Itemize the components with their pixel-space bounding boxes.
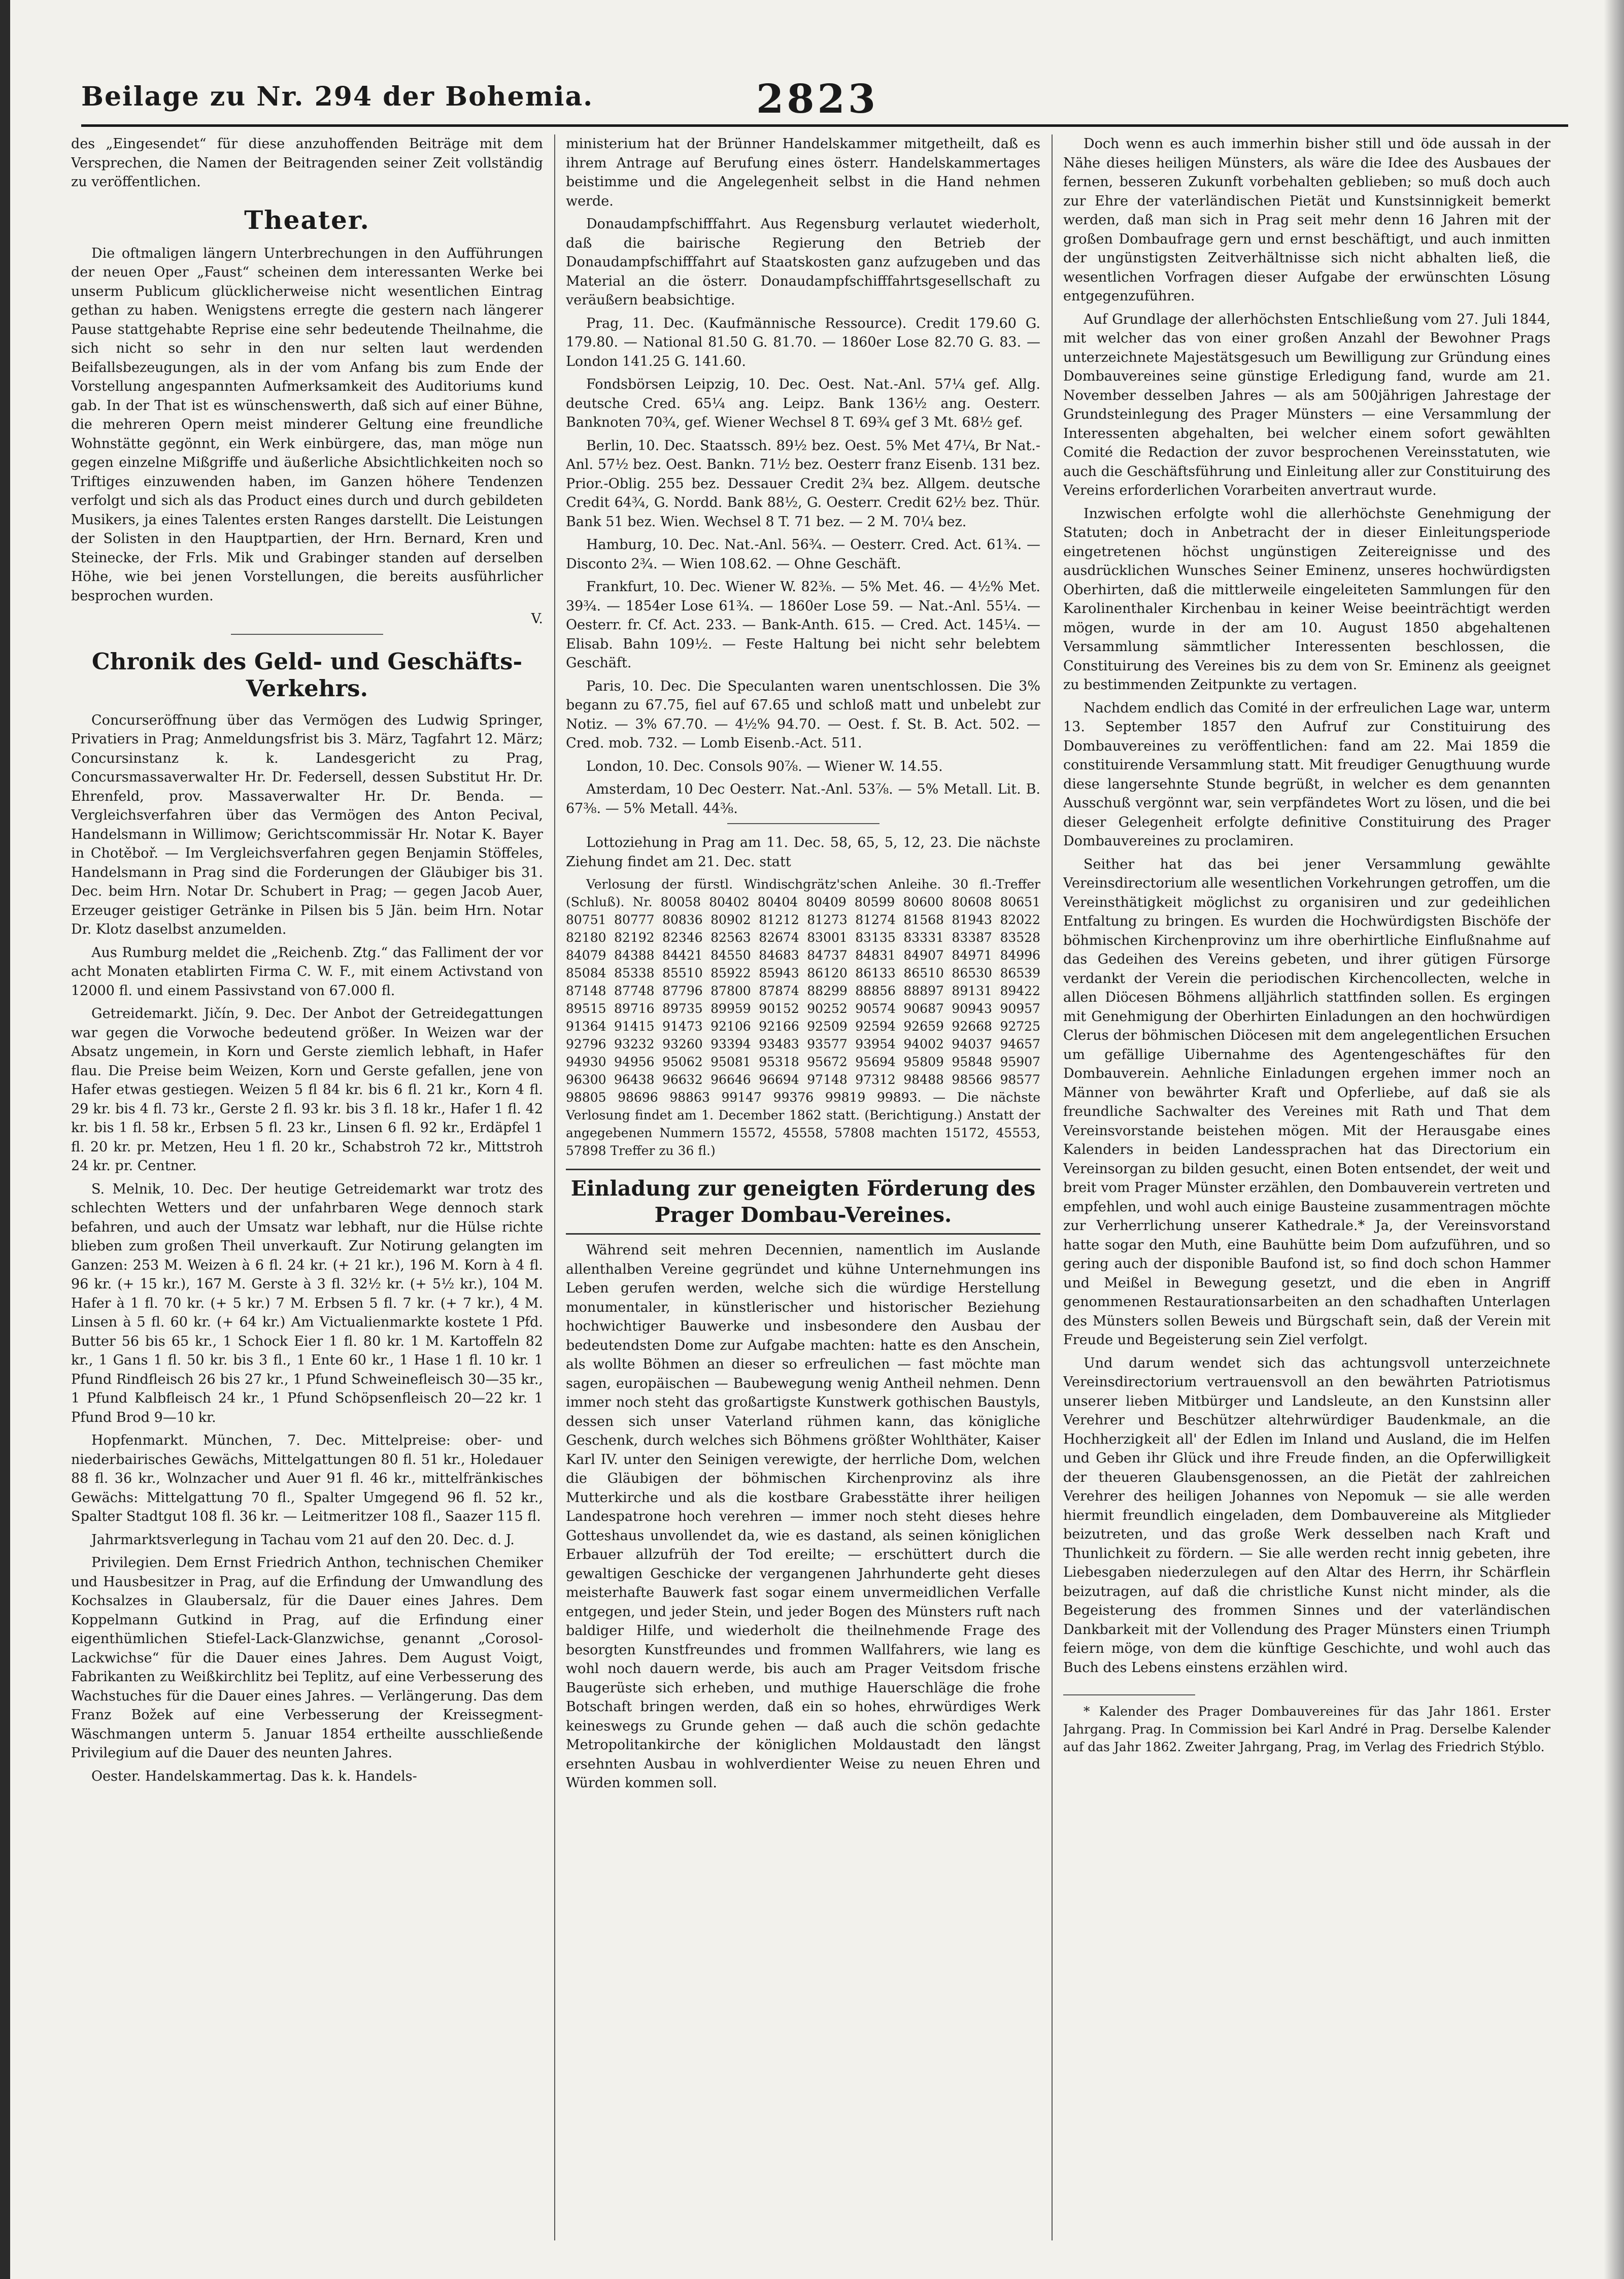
footnote: * Kalender des Prager Dombauvereines für das Jahr 1861. Erster Jahrgang. Prag. In Commission bei Karl André in Prag. Derselbe Kalender auf das Jahr 1862. Zweiter Jahrgang, Prag, im Verlag des Friedrich Stýblo.	[1063, 1704, 1550, 1754]
handelskammertag-end: ministerium hat der Brünner Handelskammer mitgetheilt, daß es ihrem Antrage auf Berufung eines österr. Handelskammertages beistimme und die Angelegenheit selbst in die Hand nehmen werde.	[566, 136, 1040, 209]
verlosung-list: Verlosung der fürstl. Windischgrätz'schen Anleihe. 30 fl.-Treffer (Schluß). Nr. 80058 80402 80404 80409 80599 80600 80608 80651 80751 80777 80836 80902 81212 81273 81274 81568 81943 82022 82180 82192 82346 82563 82674 83001 83135 83331 83387 83528 84079 84388 84421 84550 84683 84737 84831 84907 84971 84996 85084 85338 85510 85922 85943 86120 86133 86510 86530 86539 87148 87748 87796 87800 87874 88299 88856 88897 89131 89422 89515 89716 89735 89959 90152 90252 90574 90687 90943 90957 91364 91415 91473 92106 92166 92509 92594 92659 92668 92725 92796 93232 93260 93394 93483 93577 93954 94002 94037 94657 94930 94956 95062 95081 95318 95672 95694 95809 95848 95907 96300 96438 96632 96646 96694 97148 97312 98488 98566 98577 98805 98696 98863 99147 99376 99819 99893. — Die nächste Verlosung findet am 1. December 1862 statt. (Berichtigung.) Anstatt der angegebenen Nummern 15572, 45558, 57808 machten 15172, 45553, 57898 Treffer zu 36 fl.)	[566, 877, 1040, 1158]
page-header	[81, 76, 1568, 122]
jahrmarkt-notice: Jahrmarktsverlegung in Tachau vom 21 auf den 20. Dec. d. J.	[91, 1532, 515, 1548]
dombau-appeal-part5: Nachdem endlich das Comité in der erfreulichen Lage war, unterm 13. September 1857 den Aufruf zur Constituirung des Dombauvereines zu veröffentlichen: fand am 22. Mai 1859 die constituirende Versammlung statt. Mit freudiger Genugthuung wurde diese langersehnte Stunde begrüßt, in welcher es dem genannten Ausschuß vergönnt war, sein verpfändetes Wort zu lösen, und die bei dieser Gelegenheit erfolgte definitive Constituirung des Prager Dombauvereines zu proclamiren.	[1063, 700, 1550, 849]
dombau-appeal-part2: Doch wenn es auch immerhin bisher still und öde aussah in der Nähe dieses heiligen Münsters, als wäre die Idee des Ausbaues der fernen, besseren Zukunft vorbehalten geblieben; so muß doch auch zur Ehre der vaterländischen Pietät und Kunstsinnigkeit bemerkt werden, daß man sich in Prag seit mehr denn 16 Jahren mit der großen Dombaufrage gern und ernst beschäftigt, und auch inmitten der ungünstigsten Zeitverhältnisse sich nicht abhalten ließ, die wesentlichen Vorfragen dieser Aufgabe der erwünschten Lösung entgegenzuführen.	[1063, 136, 1550, 304]
boerse-london: London, 10. Dec. Consols 90⅞. — Wiener W. 14.55.	[586, 758, 943, 774]
boerse-paris: Paris, 10. Dec. Die Speculanten waren unentschlossen. Die 3% begann zu 67.75, fiel auf 67.65 und schloß matt und unbelebt zur Notiz. — 3% 67.70. — 4½% 94.70. — Oest. f. St. B. Act. 502. — Cred. mob. 732. — Lomb Eisenb.-Act. 511.	[566, 678, 1040, 751]
column-3	[1063, 134, 1550, 2240]
section-divider	[727, 823, 879, 824]
dombau-appeal-part1: Während seit mehren Decennien, namentlich im Auslande allenthalben Vereine gegründet und kühne Unternehmungen ins Leben gerufen werden, welche sich die würdige Herstellung monumentaler, in künstlerischer und historischer Beziehung hochwichtiger Bauwerke und insbesondere den Ausbau der bedeutendsten Dome zur Aufgabe machten: hatte es den Anschein, als wollte Böhmen an dieser so erfreulichen — fast möchte man sagen, europäischen — Baubewegung wenig Antheil nehmen. Denn immer noch steht das großartigste Kunstwerk gothischen Baustyls, dessen sich unser Vaterland rühmen kann, das königliche Geschenk, durch welches sich Böhmens größter Wohlthäter, Kaiser Karl IV. unter den Seinigen verewigte, der herrliche Dom, welchen die Gläubigen der böhmischen Kirchenprovinz als ihre Mutterkirche und als die kostbare Grabesstätte ihrer heiligen Landespatrone hoch verehren — immer noch steht dieses hehre Gotteshaus unvollendet da, wie es dastand, als seinen königlichen Erbauer allzufrüh der Tod ereilte; — erschüttert durch die gewaltigen Geschicke der vergangenen Jahrhunderte geht dieses meisterhafte Bauwerk fast sogar einem unvermeidlichen Verfalle entgegen, und jeder Stein, und jeder Bogen des Münsters ruft nach baldiger Hilfe, und wiederholt die theilnehmende Frage des besorgten Kunstfreundes und frommen Wallfahrers, wie lang es wohl noch dauern werde, bis auch am Prager Veitsdom frische Baugerüste sich erheben, und muthige Hauerschläge die frohe Botschaft bringen werden, daß ein so hohes, ehrwürdiges Werk keineswegs zu Grunde gehen — daß auch die schön gedachte Metropolitankirche der königlichen Moldaustadt den längst ersehnten Ausbau in wohlverdienter Weise zu neuen Ehren und Würden kommen soll.	[566, 1242, 1040, 1791]
lottoziehung: Lottoziehung in Prag am 11. Dec. 58, 65, 5, 12, 23. Die nächste Ziehung findet am 21. Dec. statt	[566, 835, 1040, 870]
chronik-heading: Chronik des Geld- und Geschäfts-Verkehrs.	[91, 648, 523, 702]
donaudampfschifffahrt: Donaudampfschifffahrt. Aus Regensburg verlautet wiederholt, daß die bairische Regierung den Betrieb der Donaudampfschifffahrt auf Staatskosten ganz aufzugeben und das Material an die österr. Donaudampfschifffahrtsgesellschaft zu veräußern beabsichtige.	[566, 216, 1040, 308]
theater-signature: V.	[531, 611, 543, 627]
theater-review: Die oftmaligen längern Unterbrechungen in den Aufführungen der neuen Oper „Faust“ scheinen dem interessanten Werke bei unserm Publicum glücklicherweise nicht wesentlichen Eintrag gethan zu haben. Wenigstens erregte die gestern nach längerer Pause stattgehabte Reprise eine sehr bedeutende Theilnahme, die sich nicht so sehr in den nur selten laut werdenden Beifallsbezeugungen, als in der vom Anfang bis zum Ende der Vorstellung angespannten Aufmerksamkeit des Auditoriums kund gab. In der That ist es wünschenswerth, daß sich auf einer Bühne, die mehreren Opern meist minderer Geltung eine freundliche Wohnstätte gegönnt, ein Werk einbürgere, das, man möge nun gegen einzelne Mißgriffe und äußerliche Absichtlichkeiten noch so Triftiges einzuwenden haben, im Ganzen höhere Tendenzen verfolgt und sich als das Product eines durch und durch gebildeten Musikers, ja eines Talentes ersten Ranges darstellt. Die Leistungen der Solisten in den Hauptpartien, der Hrn. Bernard, Kren und Steinecke, der Frls. Mik und Grabinger standen auf derselben Höhe, wie bei jenen Vorstellungen, die bereits ausführlicher besprochen wurden.	[71, 245, 543, 604]
header-rule	[81, 124, 1568, 127]
dombau-heading: Einladung zur geneigten Förderung des Prager Dombau-Vereines.	[566, 1169, 1040, 1235]
boerse-amsterdam: Amsterdam, 10 Dec Oesterr. Nat.-Anl. 53⅞. — 5% Metall. Lit. B. 67⅜. — 5% Metall. 44⅜.	[566, 781, 1040, 817]
dombau-appeal-part7: Und darum wendet sich das achtungsvoll unterzeichnete Vereinsdirectorium vertrauensvoll an den bewährten Patriotismus unserer lieben Mitbürger und Landsleute, an den Kunstsinn aller Verehrer und Beschützer altehrwürdiger Baudenkmale, an die Hochherzigkeit all' der Edlen im Inland und Ausland, die im Helfen und Geben ihr Glück und ihre Freude finden, an die Opferwilligkeit der theueren Glaubensgenossen, an die Pietät der zahlreichen Verehrer des heiligen Johannes von Nepomuk — sie alle werden hiermit freundlich eingeladen, dem Dombauvereine als Mitglieder beizutreten, und das große Werk desselben nach Kraft und Thunlichkeit zu fördern. — Sie alle werden recht innig gebeten, ihre Liebesgaben niederzulegen auf den Altar des Herrn, ihr Schärflein beizutragen, auf daß die christliche Kunst nicht minder, als die Begeisterung des frommen Sinnes und der vaterländischen Dankbarkeit mit der Vollendung des Prager Münsters einen Triumph feiern möge, von dem die künftige Geschichte, und wohl auch das Buch des Lebens einstens erzählen wird.	[1063, 1355, 1550, 1676]
theater-heading: Theater.	[244, 205, 370, 235]
dombau-appeal-part6: Seither hat das bei jener Versammlung gewählte Vereinsdirectorium alle wesentlichen Vorkehrungen getroffen, um die Vereinsthätigkeit möglichst zu organisiren und zur gedeihlichen Entfaltung zu bringen. Es wurden die Hochwürdigsten Bischöfe der böhmischen Kirchenprovinz um ihre oberhirtliche Einflußnahme auf das Gedeihen des Vereins gebeten, und ihrer gütigen Fürsorge verdankt der Verein die periodischen Kirchencollecten, welche in allen Diöcesen Böhmens alljährlich stattfinden sollen. Es ergingen mit Genehmigung der Oberhirten Einladungen an den hochwürdigen Clerus der böhmischen Diöcesen mit dem angelegentlichen Ersuchen um gefällige Uibernahme des Agentengeschäftes für den Dombauverein. Aehnliche Einladungen ergehen immer noch an Männer von bewährter Kraft und Opferliebe, auf daß sie als freundliche Sachwalter des Vereines mit Rath und That dem Vereinsvorstande beistehen mögen. Mit der Herausgabe eines Kalenders in beiden Landessprachen hat das Directorium ein Vereinsorgan zu bilden gesucht, einen Boten entsendet, der weit und breit vom Prager Münster erzählen, den Dombauverein vertreten und empfehlen, und wohl auch einige Bausteine zusammentragen möchte zur Verherrlichung unserer Kathedrale.* Ja, der Vereinsvorstand hatte sogar den Muth, eine Bauhütte beim Dom aufzuführen, und so gering auch der disponible Baufond ist, so find doch schon Hammer und Meißel in Bewegung gesetzt, und die eben in Angriff genommenen Restaurationsarbeiten an den schadhaften Unterlagen des Münsters sollen Beweis und Bürgschaft sein, daß der Verein mit Freude und Begeisterung sein Ziel verfolgt.	[1063, 856, 1550, 1348]
handelskammertag-start: Oester. Handelskammertag. Das k. k. Handels-	[91, 1768, 417, 1784]
concurs-notice: Concurseröffnung über das Vermögen des Ludwig Springer, Privatiers in Prag; Anmeldungsfrist bis 3. März, Tagfahrt 12. März; Concursinstanz k. k. Landesgericht zu Prag, Concursmassaverwalter Hr. Dr. Federsell, dessen Substitut Hr. Dr. Ehrenfeld, prov. Massaverwalter Hr. Dr. Benda. — Vergleichsverfahren über das Vermögen des Anton Pecival, Handelsmann in Willimow; Gerichtscommissär Hr. Notar K. Bayer in Chotěboř. — Im Vergleichsverfahren gegen Benjamin Stöffeles, Handelsmann in Prag sind die Forderungen der Gläubiger bis 31. Dec. beim Hrn. Notar Dr. Schubert in Prag; — gegen Jacob Auer, Erzeuger geistiger Getränke in Pilsen bis 5 Jän. beim Hrn. Notar Dr. Klotz daselbst anzumelden.	[71, 712, 543, 937]
intro-paragraph: des „Eingesendet“ für diese anzuhoffenden Beiträge mit dem Versprechen, die Namen der Beitragenden seiner Zeit vollständig zu veröffentlichen.	[71, 136, 543, 190]
footnote-rule	[1063, 1694, 1195, 1695]
getreidemarkt-jicin: Getreidemarkt. Jičín, 9. Dec. Der Anbot der Getreidegattungen war gegen die Vorwoche bedeutend größer. In Weizen war der Absatz ungemein, in Korn und Gerste ziemlich lebhaft, in Hafer flau. Die Preise beim Weizen, Korn und Gerste gefallen, jene von Hafer etwas gestiegen. Weizen 5 fl 84 kr. bis 6 fl. 21 kr., Korn 4 fl. 29 kr. bis 4 fl. 73 kr., Gerste 2 fl. 93 kr. bis 3 fl. 18 kr., Hafer 1 fl. 42 kr. bis 1 fl. 58 kr., Erbsen 5 fl. 23 kr., Linsen 6 fl. 92 kr., Erdäpfel 1 fl. 20 kr. pr. Metzen, Heu 1 fl. 20 kr., Schabstroh 72 kr., Mittstroh 24 kr. pr. Centner.	[71, 1006, 543, 1174]
privilegien: Privilegien. Dem Ernst Friedrich Anthon, technischen Chemiker und Hausbesitzer in Prag, auf die Erfindung der Umwandlung des Kochsalzes in Glaubersalz, für die Dauer eines Jahres. Dem Koppelmann Gutkind in Prag, auf die Erfindung einer eigenthümlichen Stiefel-Lack-Glanzwichse, genannt „Corosol-Lackwichse“ für die Dauer eines Jahres. Dem August Voigt, Fabrikanten zu Weißkirchlitz bei Teplitz, auf eine Verbesserung des Wachstuches für die Dauer eines Jahres. — Verlängerung. Das dem Franz Božek auf eine Verbesserung der Kreissegment-Wäschmangen unterm 5. Januar 1854 ertheilte ausschließende Privilegium auf die Dauer des neunten Jahres.	[71, 1555, 543, 1761]
scan-page-shadow	[1604, 0, 1624, 2279]
boerse-berlin: Berlin, 10. Dec. Staatssch. 89½ bez. Oest. 5% Met 47¼, Br Nat.-Anl. 57½ bez. Oest. Bankn. 71½ bez. Oesterr franz Eisenb. 131 bez. Prior.-Oblig. 255 bez. Dessauer Credit 2¾ bez. Allgem. deutsche Credit 64¾, G. Nordd. Bank 88½, G. Oesterr. Credit 62½ bez. Thür. Bank 51 bez. Wien. Wechsel 8 T. 71 bez. — 2 M. 70¼ bez.	[566, 437, 1040, 530]
dombau-appeal-part4: Inzwischen erfolgte wohl die allerhöchste Genehmigung der Statuten; doch in Anbetracht der in dieser Einleitungsperiode eingetretenen höchst ungünstigen Zeitereignisse und des ausdrücklichen Wunsches Seiner Eminenz, unseres hochwürdigsten Oberhirten, daß die mittlerweile eingeleiteten Sammlungen für den Karolinenthaler Kirchenbau in keiner Weise beeinträchtigt werden mögen, wurde in der am 10. August 1850 abgehaltenen Versammlung sämmtlicher Interessenten beschlossen, die Constituirung des Vereines bis zu dem von Sr. Eminenz als geeignet zu bestimmenden Zeitpunkte zu vertagen.	[1063, 505, 1550, 693]
section-divider	[231, 634, 383, 635]
column-divider	[1052, 134, 1053, 2240]
page-number: 2823	[756, 76, 879, 122]
column-divider	[554, 134, 555, 2240]
getreidemarkt-melnik: S. Melnik, 10. Dec. Der heutige Getreidemarkt war trotz des schlechten Wetters und der unfahrbaren Wege dennoch stark befahren, und auch der Umsatz war lebhaft, nur die Hülse richte blieben zum großen Theil unverkauft. Zur Notirung gelangten im Ganzen: 253 M. Weizen à 6 fl. 24 kr. (+ 21 kr.), 196 M. Korn à 4 fl. 96 kr. (+ 15 kr.), 167 M. Gerste à 3 fl. 32½ kr. (+ 5½ kr.), 104 M. Hafer à 1 fl. 70 kr. (+ 5 kr.) 7 M. Erbsen 5 fl. 7 kr. (+ 7 kr.), 4 M. Linsen à 5 fl. 60 kr. (+ 64 kr.) Am Victualienmarkte kostete 1 Pfd. Butter 56 bis 65 kr., 1 Schock Eier 1 fl. 80 kr. 1 M. Kartoffeln 82 kr., 1 Gans 1 fl. 50 kr. bis 3 fl., 1 Ente 60 kr., 1 Hase 1 fl. 10 kr. 1 Pfund Rindfleisch 26 bis 27 kr., 1 Pfund Schweinefleisch 30—35 kr., 1 Pfund Kalbfleisch 24 kr., 1 Pfund Schöpsenfleisch 20—22 kr. 1 Pfund Brod 9—10 kr.	[71, 1181, 543, 1425]
boerse-prag: Prag, 11. Dec. (Kaufmännische Ressource). Credit 179.60 G. 179.80. — National 81.50 G. 81.70. — 1860er Lose 82.70 G. 83. — London 141.25 G. 141.60.	[566, 315, 1040, 369]
scan-binding-edge	[0, 0, 10, 2279]
column-2	[566, 134, 1040, 2240]
column-1	[71, 134, 543, 2240]
boerse-frankfurt: Frankfurt, 10. Dec. Wiener W. 82⅜. — 5% Met. 46. — 4½% Met. 39¾. — 1854er Lose 61¾. — 1860er Lose 59. — Nat.-Anl. 55¼. — Oesterr. fr. Cf. Act. 233. — Bank-Anth. 615. — Cred. Act. 145¼. — Elisab. Bahn 109½. — Feste Haltung bei nicht sehr belebtem Geschäft.	[566, 579, 1040, 671]
rumburg-notice: Aus Rumburg meldet die „Reichenb. Ztg.“ das Falliment der vor acht Monaten etablirten Firma C. W. F., mit einem Activstand von 12000 fl. und einem Passivstand von 67.000 fl.	[71, 944, 543, 999]
supplement-title: Beilage zu Nr. 294 der Bohemia.	[81, 81, 594, 112]
dombau-appeal-part3: Auf Grundlage der allerhöchsten Entschließung vom 27. Juli 1844, mit welcher das von einer großen Anzahl der Bewohner Prags unterzeichnete Majestätsgesuch um Bewilligung zur Gründung eines Dombauvereines seine günstige Erledigung fand, wurde am 21. November desselben Jahres — als am 500jährigen Jahrestage der Grundsteinlegung des Prager Münsters — eine Versammlung der Interessenten abgehalten, bei welcher einem sofort gewählten Comité die Redaction der zuvor besprochenen Vereinsstatuten, wie auch die Geschäftsführung und Einleitung aller zur Constituirung des Vereins erforderlichen Vorarbeiten anvertraut wurde.	[1063, 311, 1550, 498]
hopfenmarkt: Hopfenmarkt. München, 7. Dec. Mittelpreise: ober- und niederbairisches Gewächs, Mittelgattungen 80 fl. 51 kr., Holedauer 88 fl. 36 kr., Wolnzacher und Auer 91 fl. 46 kr., mittelfränkisches Gewächs: Mittelgattung 70 fl., Spalter Umgegend 96 fl. 52 kr., Spalter Stadtgut 108 fl. 36 kr. — Leitmeritzer 108 fl., Saazer 115 fl.	[71, 1433, 543, 1524]
boerse-leipzig: Fondsbörsen Leipzig, 10. Dec. Oest. Nat.-Anl. 57¼ gef. Allg. deutsche Cred. 65¼ ang. Leipz. Bank 136½ ang. Oesterr. Banknoten 70¾, gef. Wiener Wechsel 8 T. 69¾ gef 3 Mt. 68½ gef.	[566, 377, 1040, 430]
boerse-hamburg: Hamburg, 10. Dec. Nat.-Anl. 56¾. — Oesterr. Cred. Act. 61¾. — Disconto 2¾. — Wien 108.62. — Ohne Geschäft.	[566, 537, 1040, 572]
